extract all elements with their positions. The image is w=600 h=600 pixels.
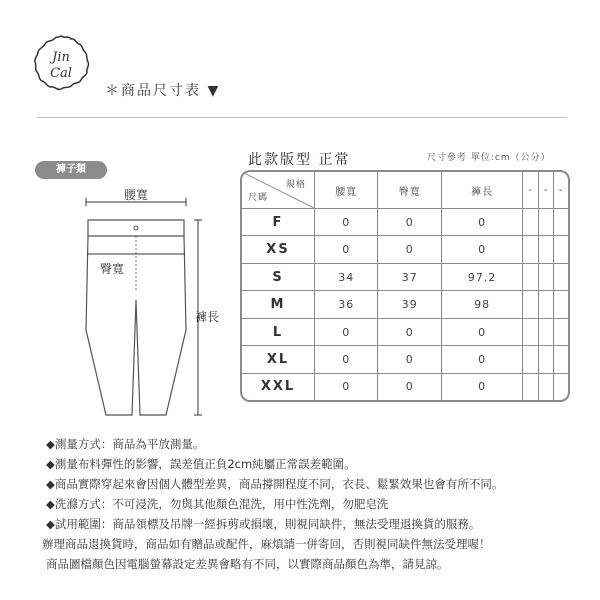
note-line: 商品圖檔顏色因電腦螢幕設定差異會略有不同，以實際商品顏色為準，請見諒。 xyxy=(46,557,449,571)
value-cell xyxy=(554,263,568,290)
table-row xyxy=(242,263,568,290)
column-header: 腰寬 xyxy=(315,172,378,209)
value-cell xyxy=(538,291,553,318)
size-cell: M xyxy=(242,291,315,318)
value-cell xyxy=(538,318,553,345)
value-cell: 98 xyxy=(441,291,522,318)
value-cell xyxy=(538,373,553,400)
column-header: 褲長 xyxy=(441,172,522,209)
value-cell xyxy=(538,263,553,290)
value-cell: 0 xyxy=(441,236,522,263)
divider xyxy=(37,117,567,118)
column-header: 臀寬 xyxy=(378,172,441,209)
value-cell xyxy=(554,318,568,345)
notes-section xyxy=(42,434,586,574)
size-cell: L xyxy=(242,318,315,345)
table-row xyxy=(242,318,568,345)
value-cell: 0 xyxy=(441,209,522,236)
value-cell: 0 xyxy=(315,209,378,236)
note-line: ◆測量布料彈性的影響，誤差值正負2cm純屬正常誤差範圍。 xyxy=(46,457,356,471)
table-header-row xyxy=(242,172,568,209)
category-badge: 褲子類 xyxy=(35,161,107,179)
column-header: - xyxy=(538,172,553,209)
size-cell: XXL xyxy=(242,373,315,400)
column-header: - xyxy=(523,172,538,209)
note-line: ◆測量方式：商品為平放測量。 xyxy=(46,437,205,451)
table-row xyxy=(242,346,568,373)
corner-cell xyxy=(242,172,315,209)
logo-text-line1: Jin xyxy=(52,50,70,65)
value-cell: 0 xyxy=(315,346,378,373)
size-cell: XS xyxy=(242,236,315,263)
value-cell xyxy=(554,346,568,373)
value-cell xyxy=(538,236,553,263)
value-cell xyxy=(554,209,568,236)
section-title: ＊商品尺寸表 ▼ xyxy=(105,83,221,99)
fit-type-title: 此款版型 正常 xyxy=(248,152,351,168)
logo-text-line2: Cal xyxy=(50,66,72,81)
note-line: ◆試用範圍：商品領標及吊牌一經拆剪或損壞，則視同缺件，無法受理退換貨的服務。 xyxy=(46,517,481,531)
value-cell: 0 xyxy=(378,209,441,236)
corner-spec-label: 規格 xyxy=(285,180,306,190)
value-cell xyxy=(538,209,553,236)
size-cell: S xyxy=(242,263,315,290)
value-cell: 97.2 xyxy=(441,263,522,290)
value-cell: 37 xyxy=(378,263,441,290)
size-chart-table xyxy=(240,170,570,402)
size-cell: XL xyxy=(242,346,315,373)
value-cell xyxy=(523,346,538,373)
value-cell: 36 xyxy=(315,291,378,318)
hip-label: 臀寬 xyxy=(100,262,125,276)
value-cell: 0 xyxy=(315,373,378,400)
note-line: ◆商品實際穿起來會因個人體型差異，商品撐開程度不同，衣長、鬆緊效果也會有所不同。 xyxy=(46,477,504,491)
value-cell: 39 xyxy=(378,291,441,318)
value-cell: 0 xyxy=(315,236,378,263)
length-label: 褲長 xyxy=(195,310,220,324)
pants-diagram xyxy=(70,180,230,430)
value-cell: 0 xyxy=(378,236,441,263)
note-line: ◆洗滌方式：不可浸洗，勿與其他顏色混洗，用中性洗劑，勿肥皂洗 xyxy=(46,497,389,511)
table-row xyxy=(242,291,568,318)
table-row xyxy=(242,373,568,400)
brand-logo xyxy=(30,33,92,95)
value-cell: 0 xyxy=(378,373,441,400)
value-cell: 0 xyxy=(378,346,441,373)
note-line: 辦理商品退換貨時，商品如有贈品或配件，麻煩請一併寄回，否則視同缺件無法受理喔！ xyxy=(42,537,491,551)
table-row xyxy=(242,209,568,236)
value-cell xyxy=(523,263,538,290)
value-cell xyxy=(523,236,538,263)
value-cell xyxy=(554,236,568,263)
value-cell: 0 xyxy=(315,318,378,345)
size-cell: F xyxy=(242,209,315,236)
table-row xyxy=(242,236,568,263)
waist-label: 腰寬 xyxy=(124,188,149,202)
column-header: - xyxy=(554,172,568,209)
value-cell: 34 xyxy=(315,263,378,290)
value-cell xyxy=(523,291,538,318)
value-cell: 0 xyxy=(378,318,441,345)
value-cell xyxy=(554,291,568,318)
unit-note: 尺寸參考 單位:cm（公分） xyxy=(427,153,551,163)
value-cell: 0 xyxy=(441,346,522,373)
value-cell xyxy=(523,373,538,400)
value-cell: 0 xyxy=(441,373,522,400)
value-cell xyxy=(523,318,538,345)
value-cell xyxy=(523,209,538,236)
corner-size-label: 尺碼 xyxy=(248,193,269,203)
value-cell: 0 xyxy=(441,318,522,345)
value-cell xyxy=(538,346,553,373)
value-cell xyxy=(554,373,568,400)
